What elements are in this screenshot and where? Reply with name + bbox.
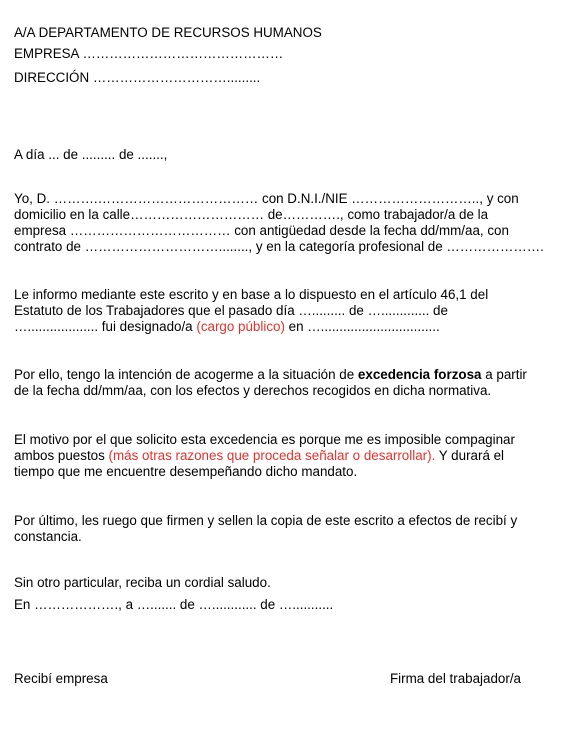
address-line: DIRECCIÓN …………………………......... bbox=[14, 70, 261, 85]
closing-greeting: Sin otro particular, reciba un cordial saludo. bbox=[14, 575, 271, 590]
red-placeholder-reasons: (más otras razones que proceda señalar o desarrollar). bbox=[108, 448, 436, 463]
text-fragment: a partir bbox=[481, 367, 527, 382]
red-placeholder-cargo: (cargo público) bbox=[196, 319, 285, 334]
date-line bbox=[14, 147, 579, 163]
paragraph-intention bbox=[14, 367, 579, 399]
paragraph-line: Yo, D. ……….……………………………… con D.N.I./NIE ……………………….., y con bbox=[14, 191, 519, 206]
signature-company-label: Recibí empresa bbox=[14, 671, 108, 686]
closing bbox=[14, 575, 579, 613]
paragraph-request bbox=[14, 513, 579, 545]
paragraph-line: constancia. bbox=[14, 529, 82, 544]
date-text: A día ... de ......... de ......., bbox=[14, 147, 168, 162]
paragraph-line: tiempo que me encuentre desempeñando dicho mandato. bbox=[14, 464, 358, 479]
recipient-header bbox=[14, 25, 579, 86]
paragraph-line: Le informo mediante este escrito y en base a lo dispuesto en el artículo 46,1 del bbox=[14, 287, 489, 302]
bold-excedencia: excedencia forzosa bbox=[357, 367, 482, 382]
signature-worker-label: Firma del trabajador/a bbox=[390, 671, 521, 686]
text-fragment: Y durará el bbox=[435, 448, 505, 463]
paragraph-line bbox=[14, 367, 579, 383]
paragraph-line: Estatuto de los Trabajadores que el pasado día …......... de …............. de bbox=[14, 303, 448, 318]
recipient-department: A/A DEPARTAMENTO DE RECURSOS HUMANOS bbox=[14, 25, 322, 40]
paragraph-line: El motivo por el que solicito esta excedencia es porque me es imposible compaginar bbox=[14, 432, 515, 447]
text-fragment: ambos puestos bbox=[14, 448, 109, 463]
company-line: EMPRESA ……………………………………… bbox=[14, 46, 284, 61]
paragraph-identification bbox=[14, 191, 579, 255]
text-fragment: Por ello, tengo la intención de acogerme a la situación de bbox=[14, 367, 358, 382]
paragraph-line bbox=[14, 448, 579, 464]
place-date-line: En ………………., a …....... de …............ de …........... bbox=[14, 597, 334, 612]
text-fragment: en …................................ bbox=[284, 319, 440, 334]
paragraph-line: contrato de …………………………........, y en la categoría profesional de …………………. bbox=[14, 239, 544, 254]
paragraph-reason bbox=[14, 432, 579, 480]
paragraph-line: empresa ……………………………… con antigüedad desde la fecha dd/mm/aa, con bbox=[14, 223, 509, 238]
paragraph-notification bbox=[14, 287, 579, 335]
text-fragment: …................... fui designado/a bbox=[14, 319, 197, 334]
paragraph-line: Por último, les ruego que firmen y sellen la copia de este escrito a efectos de recibí y bbox=[14, 513, 518, 528]
paragraph-line: de la fecha dd/mm/aa, con los efectos y derechos recogidos en dicha normativa. bbox=[14, 383, 492, 398]
paragraph-line bbox=[14, 319, 579, 335]
paragraph-line: domicilio en la calle………………………… de…………., como trabajador/a de la bbox=[14, 207, 489, 222]
